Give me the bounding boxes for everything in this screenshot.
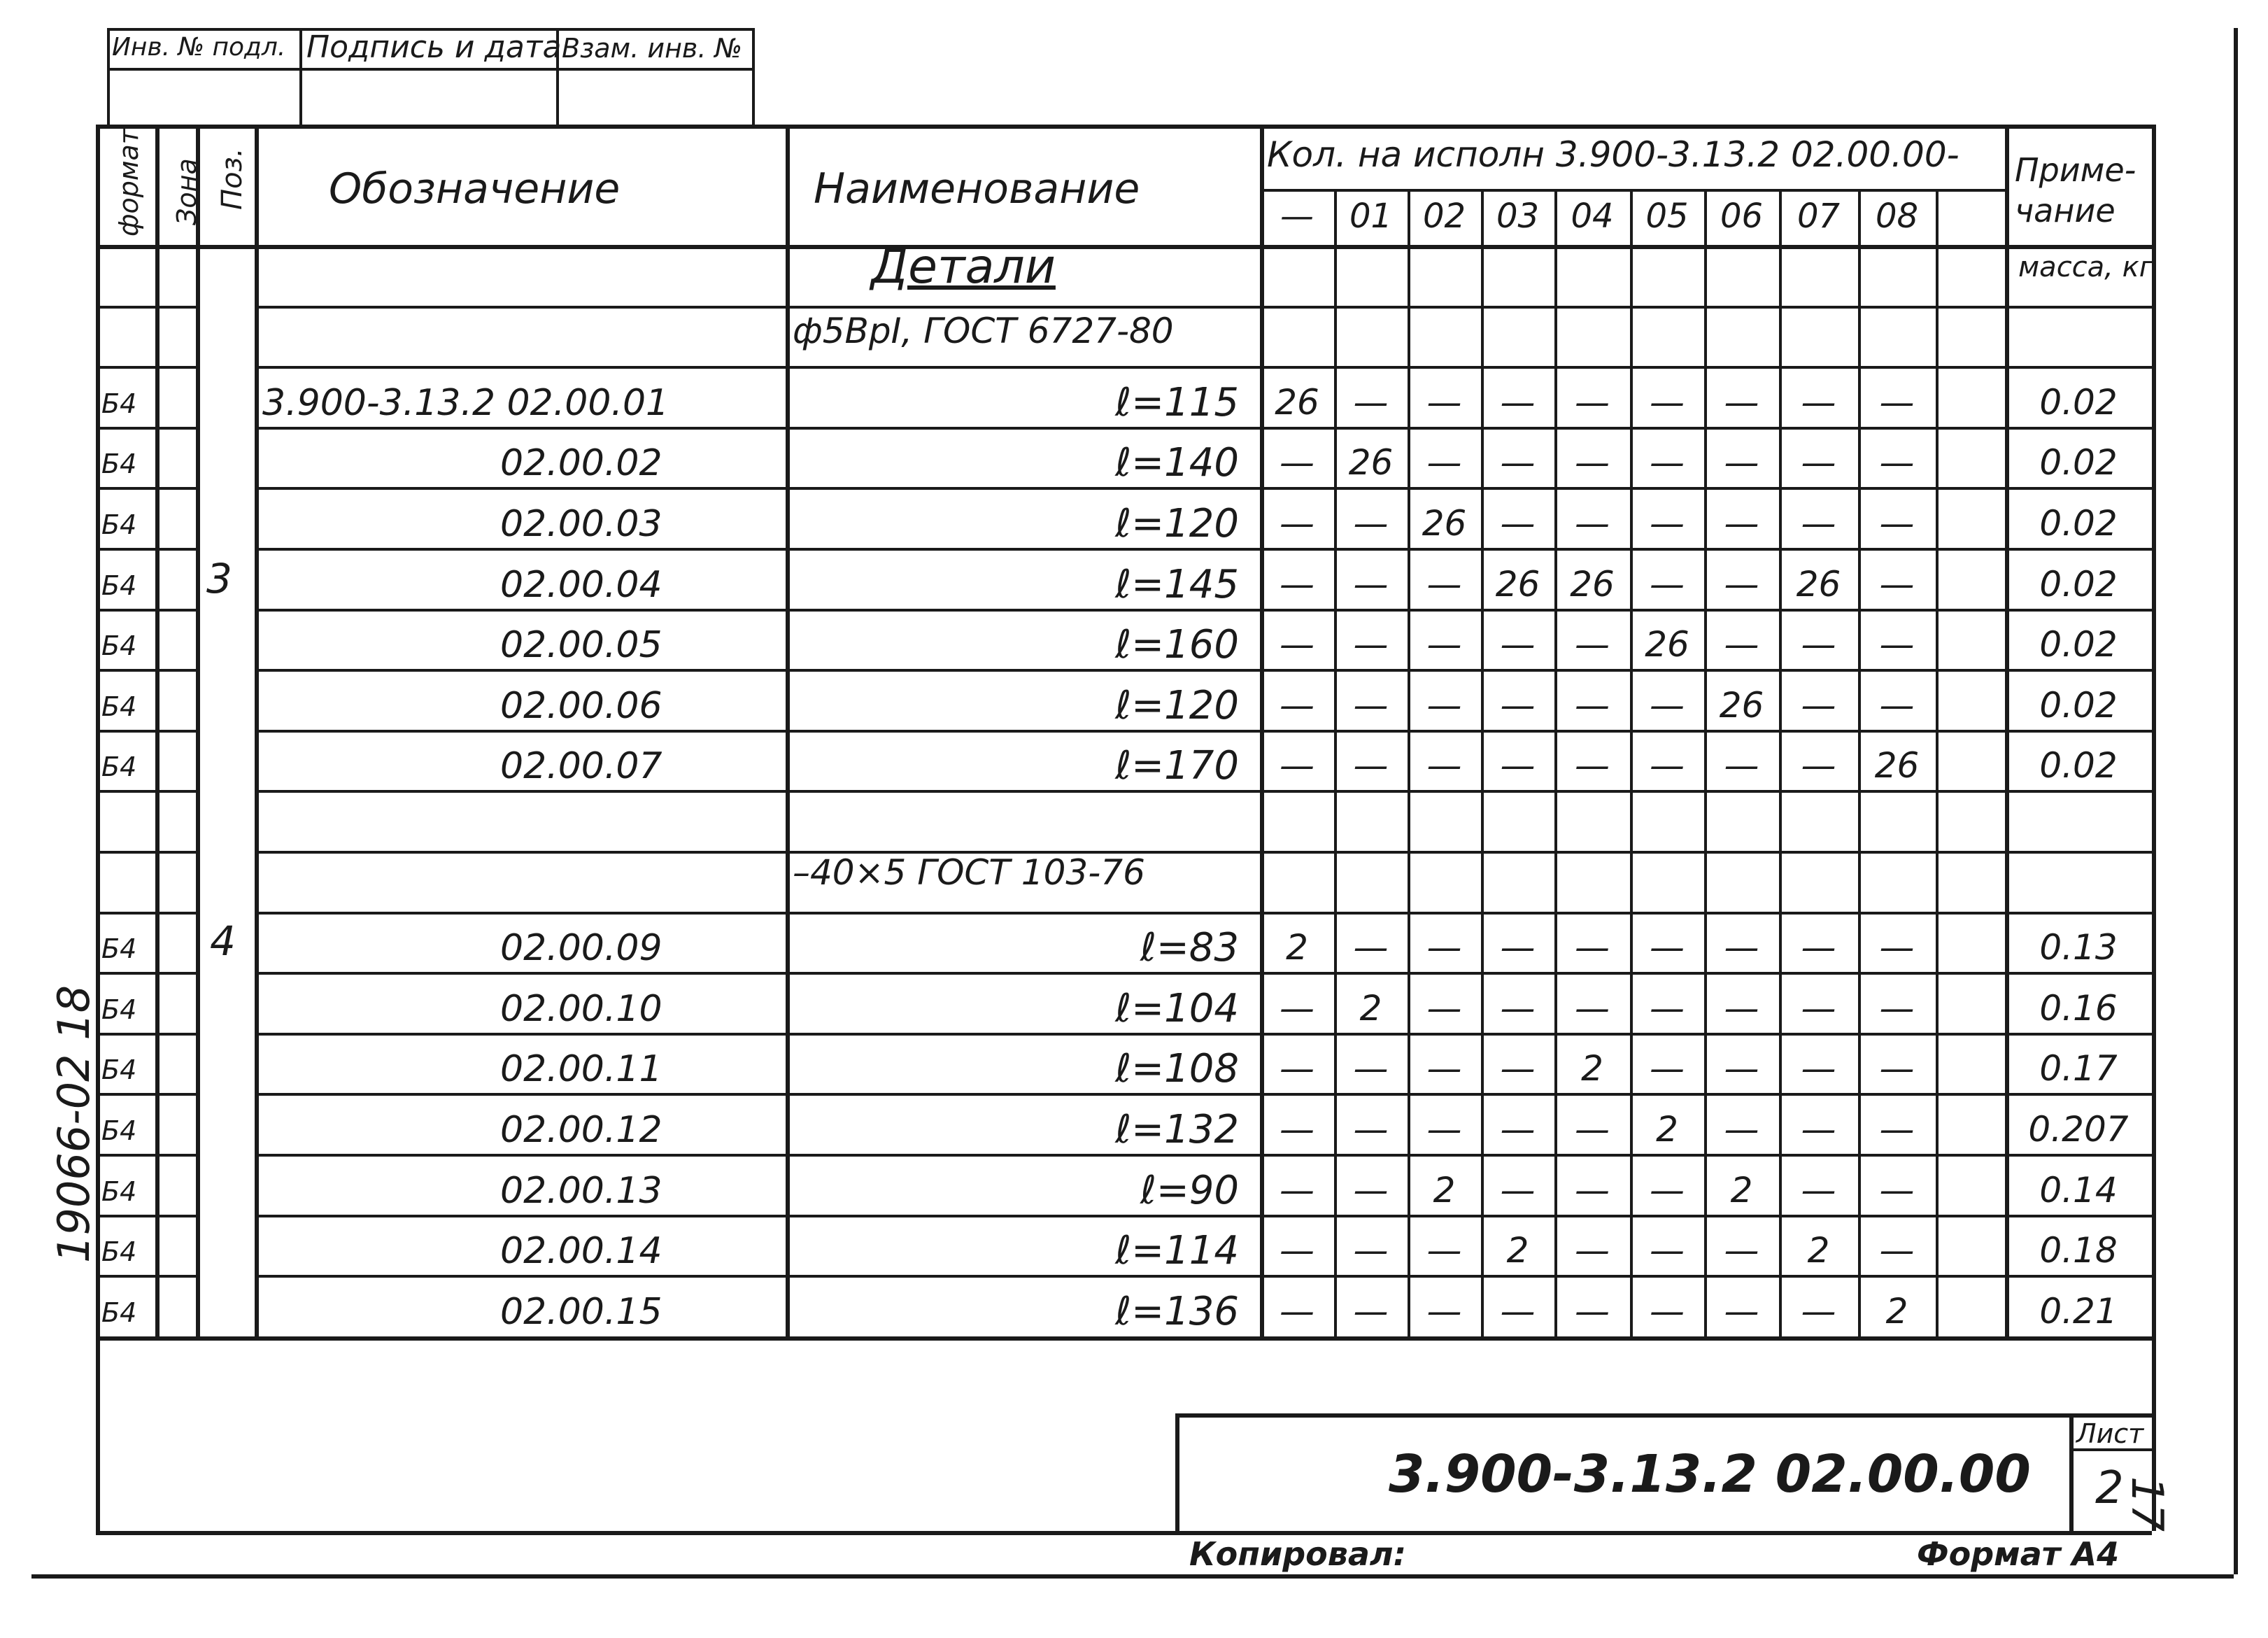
row-qty: — <box>1353 1109 1389 1150</box>
row-qty: — <box>1724 503 1759 544</box>
row-qty: — <box>1426 987 1462 1029</box>
row-qty: — <box>1879 442 1915 483</box>
row-qty: — <box>1353 1290 1389 1332</box>
row-qty: — <box>1650 381 1685 423</box>
row-qty: — <box>1280 503 1314 544</box>
row-qty: — <box>1801 987 1836 1029</box>
header-format: формат <box>113 129 144 236</box>
row-format: Б4 <box>101 1297 137 1328</box>
material-1: ф5ВрI, ГОСТ 6727-80 <box>793 311 1174 351</box>
row-qty: — <box>1280 563 1314 605</box>
header-oboznachenie: Обозначение <box>329 164 621 213</box>
row-qty: 2 <box>1433 1169 1456 1210</box>
row-format: Б4 <box>101 751 137 783</box>
row-format: Б4 <box>101 630 137 662</box>
row-qty: — <box>1500 1048 1536 1089</box>
list-number: 2 <box>2095 1462 2124 1514</box>
row-qty: — <box>1500 987 1536 1029</box>
stamp-podpis-data: Подпись и дата <box>306 29 562 65</box>
row-designation: 3.900-3.13.2 02.00.01 <box>262 381 669 424</box>
row-length: ℓ=120 <box>1115 501 1239 546</box>
row-designation: 02.00.14 <box>500 1230 662 1273</box>
row-qty: — <box>1575 684 1610 726</box>
row-qty: — <box>1575 381 1610 423</box>
row-qty: — <box>1500 1290 1536 1332</box>
row-mass: 0.02 <box>2039 745 2118 786</box>
row-designation: 02.00.06 <box>500 684 662 727</box>
material-2: –40×5 ГОСТ 103-76 <box>793 852 1145 893</box>
row-mass: 0.17 <box>2039 1048 2118 1089</box>
row-qty: — <box>1426 381 1462 423</box>
row-qty: — <box>1650 1048 1685 1089</box>
row-qty: — <box>1500 1109 1536 1150</box>
group-1-poz: 3 <box>206 555 232 602</box>
row-mass: 0.14 <box>2039 1169 2118 1210</box>
row-mass: 0.02 <box>2039 442 2118 483</box>
row-qty: 26 <box>1422 503 1467 544</box>
row-format: Б4 <box>101 1175 137 1207</box>
row-qty: 26 <box>1796 563 1841 605</box>
row-qty: — <box>1650 563 1685 605</box>
row-qty: — <box>1426 624 1462 665</box>
row-qty: — <box>1879 624 1915 665</box>
row-qty: — <box>1724 442 1759 483</box>
row-length: ℓ=145 <box>1115 561 1239 607</box>
row-mass: 0.02 <box>2039 624 2118 665</box>
row-qty: 26 <box>1570 563 1615 605</box>
row-qty: — <box>1280 1169 1314 1210</box>
row-qty: 2 <box>1506 1230 1529 1271</box>
row-format: Б4 <box>101 509 137 540</box>
row-qty: — <box>1280 442 1314 483</box>
row-designation: 02.00.02 <box>500 442 662 485</box>
row-qty: 26 <box>1495 563 1540 605</box>
row-length: ℓ=120 <box>1115 682 1239 728</box>
row-length: ℓ=170 <box>1115 743 1239 789</box>
row-qty: 2 <box>1581 1048 1603 1089</box>
row-qty: — <box>1280 1290 1314 1332</box>
row-qty: — <box>1280 745 1314 786</box>
row-qty: — <box>1280 684 1314 726</box>
row-qty: 2 <box>1807 1230 1830 1271</box>
row-format: Б4 <box>101 388 137 419</box>
row-qty: — <box>1801 745 1836 786</box>
row-qty: — <box>1575 1109 1610 1150</box>
row-qty: 26 <box>1645 624 1689 665</box>
row-qty: — <box>1575 745 1610 786</box>
row-format: Б4 <box>101 449 137 480</box>
header-kol-title: Кол. на исполн 3.900-3.13.2 02.00.00- <box>1267 134 1959 175</box>
row-qty: — <box>1280 624 1314 665</box>
row-mass: 0.02 <box>2039 563 2118 605</box>
row-designation: 02.00.15 <box>500 1290 662 1333</box>
variant-header-2: 02 <box>1422 197 1466 236</box>
row-qty: — <box>1801 1169 1836 1210</box>
row-qty: — <box>1426 1048 1462 1089</box>
header-prim-2: чание <box>2015 192 2115 230</box>
row-designation: 02.00.12 <box>500 1109 662 1151</box>
row-qty: — <box>1801 503 1836 544</box>
row-qty: — <box>1724 624 1759 665</box>
variant-header-0: — <box>1280 197 1314 236</box>
row-qty: — <box>1879 927 1915 968</box>
row-qty: — <box>1575 1169 1610 1210</box>
row-qty: — <box>1650 442 1685 483</box>
row-mass: 0.13 <box>2039 927 2118 968</box>
row-qty: 26 <box>1719 684 1764 726</box>
variant-header-4: 04 <box>1571 197 1614 236</box>
row-length: ℓ=160 <box>1115 622 1239 668</box>
row-length: ℓ=140 <box>1115 440 1239 486</box>
row-designation: 02.00.11 <box>500 1048 662 1091</box>
header-poz: Поз. <box>216 148 248 210</box>
row-qty: 26 <box>1275 381 1319 423</box>
row-qty: — <box>1650 1290 1685 1332</box>
variant-header-7: 07 <box>1796 197 1841 236</box>
row-qty: — <box>1724 1290 1759 1332</box>
row-qty: — <box>1801 624 1836 665</box>
row-qty: — <box>1801 1109 1836 1150</box>
row-qty: — <box>1280 1109 1314 1150</box>
row-qty: — <box>1650 1169 1685 1210</box>
row-qty: — <box>1879 1169 1915 1210</box>
row-qty: — <box>1353 503 1389 544</box>
row-qty: — <box>1500 684 1536 726</box>
row-qty: 2 <box>1359 987 1382 1029</box>
row-qty: — <box>1353 1169 1389 1210</box>
row-qty: — <box>1500 503 1536 544</box>
row-qty: — <box>1353 624 1389 665</box>
row-qty: — <box>1650 987 1685 1029</box>
row-qty: — <box>1724 1230 1759 1271</box>
stamp-vzam-inv: Взам. инв. № <box>562 33 743 64</box>
row-designation: 02.00.09 <box>500 927 662 970</box>
variant-header-5: 05 <box>1645 197 1689 236</box>
row-qty: — <box>1650 503 1685 544</box>
row-qty: — <box>1724 745 1759 786</box>
row-qty: — <box>1724 1048 1759 1089</box>
row-qty: — <box>1353 927 1389 968</box>
row-qty: — <box>1650 1230 1685 1271</box>
row-format: Б4 <box>101 933 137 965</box>
row-qty: — <box>1801 927 1836 968</box>
row-qty: — <box>1353 1048 1389 1089</box>
row-qty: — <box>1724 927 1759 968</box>
group-2-poz: 4 <box>210 917 236 965</box>
row-mass: 0.16 <box>2039 987 2118 1029</box>
row-qty: 2 <box>1286 927 1308 968</box>
row-qty: — <box>1353 1230 1389 1271</box>
row-qty: — <box>1426 927 1462 968</box>
variant-header-6: 06 <box>1720 197 1764 236</box>
row-qty: — <box>1879 1230 1915 1271</box>
row-mass: 0.207 <box>2028 1109 2129 1150</box>
row-qty: — <box>1500 1169 1536 1210</box>
row-length: ℓ=83 <box>1140 925 1239 971</box>
row-qty: — <box>1500 442 1536 483</box>
row-qty: — <box>1575 1230 1610 1271</box>
row-mass: 0.02 <box>2039 503 2118 544</box>
variant-header-1: 01 <box>1349 197 1393 236</box>
massa-kg-note: масса, кг <box>2018 251 2154 283</box>
row-qty: — <box>1280 1048 1314 1089</box>
row-qty: — <box>1500 381 1536 423</box>
row-designation: 02.00.13 <box>500 1169 662 1212</box>
row-qty: — <box>1879 684 1915 726</box>
row-length: ℓ=90 <box>1140 1167 1239 1213</box>
row-qty: — <box>1575 927 1610 968</box>
row-qty: 2 <box>1656 1109 1678 1150</box>
row-qty: — <box>1879 563 1915 605</box>
row-qty: — <box>1879 503 1915 544</box>
row-qty: — <box>1575 503 1610 544</box>
row-length: ℓ=115 <box>1115 379 1239 425</box>
row-qty: 26 <box>1348 442 1394 483</box>
row-qty: — <box>1575 442 1610 483</box>
page-corner-number: 17 <box>2122 1476 2173 1532</box>
row-qty: 2 <box>1885 1290 1908 1332</box>
stamp-inv-podl: Инв. № подл. <box>112 33 286 62</box>
variant-header-8: 08 <box>1875 197 1919 236</box>
row-qty: — <box>1879 987 1915 1029</box>
row-qty: — <box>1500 624 1536 665</box>
row-qty: — <box>1575 624 1610 665</box>
row-qty: — <box>1801 442 1836 483</box>
kopiroval-label: Копировал: <box>1189 1535 1406 1573</box>
row-designation: 02.00.04 <box>500 563 662 606</box>
row-qty: — <box>1280 1230 1314 1271</box>
row-length: ℓ=114 <box>1115 1228 1239 1274</box>
row-qty: — <box>1801 1048 1836 1089</box>
row-mass: 0.02 <box>2039 684 2118 726</box>
row-designation: 02.00.07 <box>500 745 662 788</box>
row-qty: — <box>1426 1230 1462 1271</box>
row-qty: — <box>1724 381 1759 423</box>
row-qty: — <box>1426 442 1462 483</box>
row-mass: 0.21 <box>2039 1290 2118 1332</box>
row-qty: — <box>1280 987 1314 1029</box>
section-detali: Детали <box>871 239 1056 295</box>
row-qty: — <box>1353 563 1389 605</box>
row-format: Б4 <box>101 1236 137 1268</box>
row-format: Б4 <box>101 691 137 722</box>
header-zona: Зона <box>171 158 202 225</box>
row-qty: — <box>1426 684 1462 726</box>
row-qty: — <box>1650 927 1685 968</box>
row-designation: 02.00.05 <box>500 624 662 667</box>
format-footer: Формат А4 <box>1917 1535 2120 1573</box>
row-length: ℓ=136 <box>1115 1288 1239 1334</box>
row-format: Б4 <box>101 1115 137 1146</box>
row-qty: — <box>1575 987 1610 1029</box>
row-mass: 0.02 <box>2039 381 2118 423</box>
row-length: ℓ=108 <box>1115 1046 1239 1092</box>
row-qty: — <box>1500 745 1536 786</box>
row-mass: 0.18 <box>2039 1230 2118 1271</box>
row-length: ℓ=132 <box>1115 1107 1239 1152</box>
title-block-code: 3.900-3.13.2 02.00.00 <box>1389 1444 2031 1504</box>
row-qty: — <box>1801 381 1836 423</box>
row-length: ℓ=104 <box>1115 985 1239 1031</box>
row-designation: 02.00.10 <box>500 987 662 1030</box>
row-qty: — <box>1650 745 1685 786</box>
row-qty: — <box>1879 381 1915 423</box>
row-qty: — <box>1650 684 1685 726</box>
row-qty: — <box>1801 684 1836 726</box>
header-prim-1: Приме- <box>2015 151 2136 189</box>
header-naimenovanie: Наименование <box>814 164 1140 213</box>
row-qty: — <box>1724 1109 1759 1150</box>
row-qty: — <box>1575 1290 1610 1332</box>
row-qty: — <box>1500 927 1536 968</box>
row-format: Б4 <box>101 1054 137 1086</box>
variant-header-3: 03 <box>1496 197 1540 236</box>
row-qty: 26 <box>1874 745 1920 786</box>
row-qty: — <box>1353 745 1389 786</box>
row-qty: — <box>1426 1290 1462 1332</box>
row-qty: — <box>1426 745 1462 786</box>
row-qty: — <box>1879 1048 1915 1089</box>
row-qty: — <box>1353 684 1389 726</box>
row-qty: 2 <box>1730 1169 1753 1210</box>
row-qty: — <box>1426 563 1462 605</box>
list-label: Лист <box>2076 1418 2144 1449</box>
row-qty: — <box>1724 987 1759 1029</box>
row-format: Б4 <box>101 570 137 601</box>
side-number: 19066-02 18 <box>48 984 99 1263</box>
row-qty: — <box>1879 1109 1915 1150</box>
row-designation: 02.00.03 <box>500 503 662 545</box>
row-format: Б4 <box>101 994 137 1025</box>
row-qty: — <box>1724 563 1759 605</box>
row-qty: — <box>1353 381 1389 423</box>
row-qty: — <box>1801 1290 1836 1332</box>
row-qty: — <box>1426 1109 1462 1150</box>
